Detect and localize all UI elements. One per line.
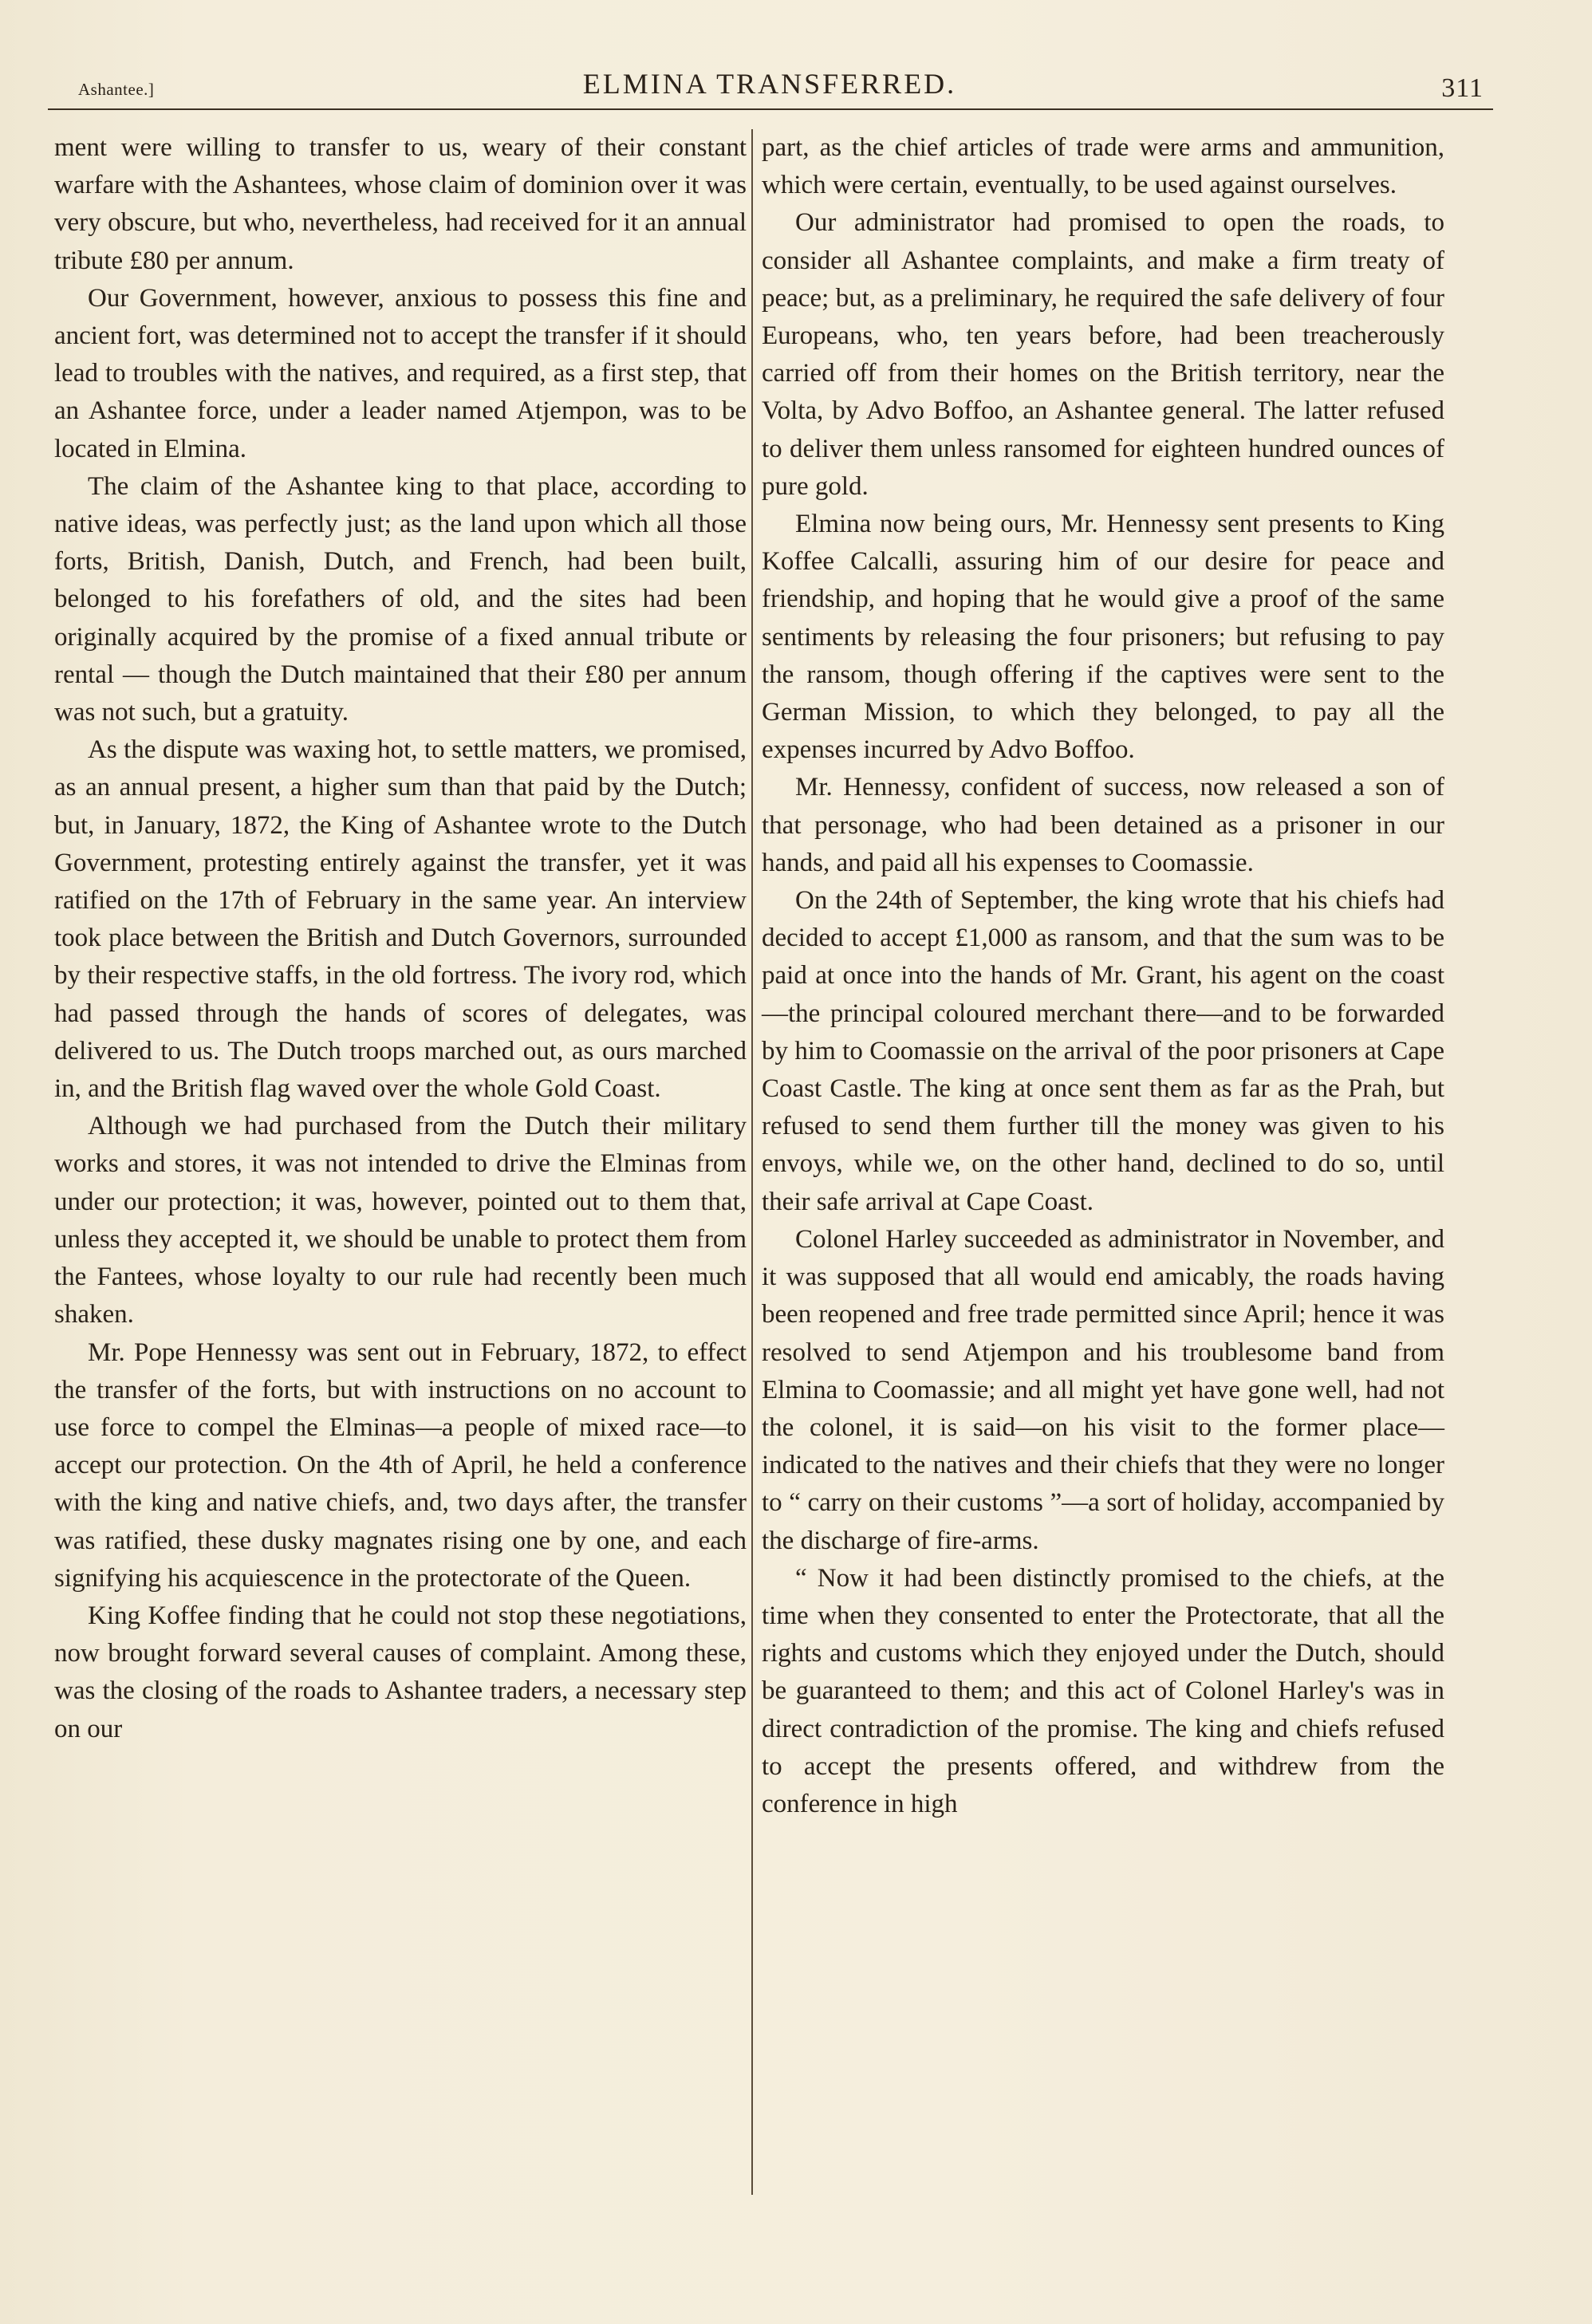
left-column [54,129,747,1748]
paragraph: As the dispute was waxing hot, to settle matters, we promised, as an annual present, a higher sum than that paid by the Dutch; but, in January, 1872, the King of Ashantee wrote to the Dutch Government, protesting entirely against the transfer, yet it was ratified on the 17th of February in the same year. An interview took place between the British and Dutch Governors, surrounded by their respective staffs, in the old fortress. The ivory rod, which had passed through the hands of scores of delegates, was delivered to us. The Dutch troops marched out, as ours marched in, and the British flag waved over the whole Gold Coast. [54,735,747,1104]
paragraph: Elmina now being ours, Mr. Hennessy sent presents to King Koffee Calcalli, assuring him of our desire for peace and friendship, and hoping that he would give a proof of the same sentiments by releasing the four prisoners; but refusing to pay the ransom, though offering if the captives were sent to the German Mission, to which they belonged, to pay all the expenses incurred by Advo Boffoo. [762,510,1444,765]
right-column [762,129,1444,1823]
running-head: Ashantee.] [78,80,155,99]
page-title: ELMINA TRANSFERRED. [582,68,957,100]
paragraph: Mr. Pope Hennessy was sent out in February, 1872, to effect the transfer of the forts, but with instructions on no account to use force to compel the Elminas—a people of mixed race—to accept our protection. On the 4th of April, he held a conference with the king and native chiefs, and, two days after, the transfer was ratified, these dusky magnates rising one by one, and each signifying his acquiescence in the protectorate of the Queen. [54,1337,747,1593]
paragraph: Colonel Harley succeeded as administrator in November, and it was supposed that all would end amicably, the roads having been reopened and free trade permitted since April; hence it was resolved to send Atjempon and his troublesome band from Elmina to Coomassie; and all might yet have gone well, had not the colonel, it is said—on his visit to the former place—indicated to the natives and their chiefs that they were no longer to “ carry on their customs ”—a sort of holiday, accompanied by the discharge of fire-arms. [762,1224,1444,1555]
header-rule [48,108,1493,110]
paragraph: Our administrator had promised to open the roads, to consider all Ashantee complaints, and make a firm treaty of peace; but, as a preliminary, he required the safe delivery of four Europeans, who, ten years before, had been treacherously carried off from their homes on the British territory, near the Volta, by Advo Boffoo, an Ashantee general. The latter refused to deliver them unless ransomed for eighteen hundred ounces of pure gold. [762,208,1444,501]
paragraph: Although we had purchased from the Dutch their military works and stores, it was not intended to drive the Elminas from under our protection; it was, however, pointed out to them that, unless they accepted it, we should be unable to protect them from the Fantees, whose loyalty to our rule had recently been much shaken. [54,1112,747,1329]
page-number: 311 [1441,73,1484,103]
paragraph: Mr. Hennessy, confident of success, now released a son of that personage, who had been detained as a prisoner in our hands, and paid all his expenses to Coomassie. [762,773,1444,877]
paragraph: King Koffee finding that he could not stop these negotiations, now brought forward several causes of complaint. Among these, was the closing of the roads to Ashantee traders, a necessary step on our [54,1601,747,1743]
paragraph: On the 24th of September, the king wrote that his chiefs had decided to accept £1,000 as ransom, and that the sum was to be paid at once into the hands of Mr. Grant, his agent on the coast—the principal coloured merchant there—and to be forwarded by him to Coomassie on the arrival of the poor prisoners at Cape Coast Castle. The king at once sent them as far as the Prah, but refused to send them further till the money was given to his envoys, while we, on the other hand, declined to do so, until their safe arrival at Cape Coast. [762,886,1444,1216]
paragraph: Our Government, however, anxious to possess this fine and ancient fort, was determined not to accept the transfer if it should lead to troubles with the natives, and required, as a first step, that an Ashantee force, under a leader named Atjempon, was to be located in Elmina. [54,283,747,463]
paragraph: The claim of the Ashantee king to that place, according to native ideas, was perfectly just; as the land upon which all those forts, British, Danish, Dutch, and French, had been built, belonged to his forefathers of old, and the sites had been originally acquired by the promise of a fixed annual tribute or rental — though the Dutch maintained that their £80 per annum was not such, but a gratuity. [54,471,747,727]
column-divider [751,129,753,2195]
paragraph: ment were willing to transfer to us, weary of their constant warfare with the Ashantees, whose claim of dominion over it was very obscure, but who, nevertheless, had received for it an annual tribute £80 per annum. [54,133,747,275]
paragraph: part, as the chief articles of trade were arms and ammunition, which were certain, eventually, to be used against ourselves. [762,133,1444,200]
page-header [48,67,1492,115]
paragraph: “ Now it had been distinctly promised to the chiefs, at the time when they consented to enter the Protectorate, that all the rights and customs which they enjoyed under the Dutch, should be guaranteed to them; and this act of Colonel Harley's was in direct contradiction of the promise. The king and chiefs refused to accept the presents offered, and withdrew from the conference in high [762,1563,1444,1818]
